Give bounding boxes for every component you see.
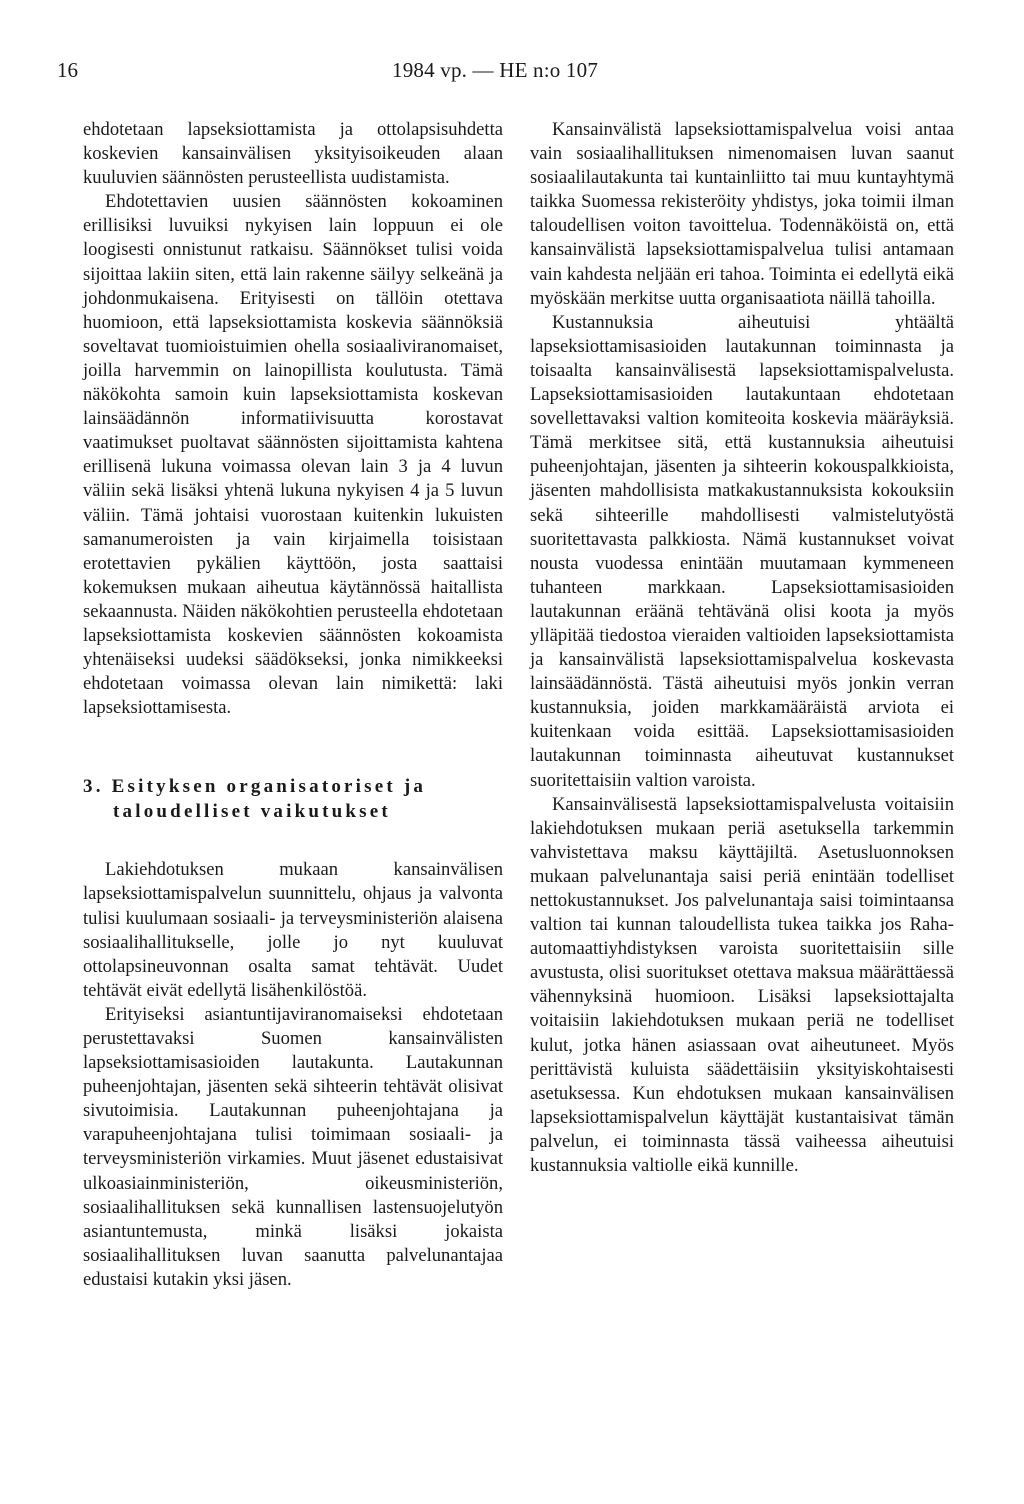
section-heading [83, 774, 503, 824]
paragraph-continuation: ehdotetaan lapseksiottamista ja ottolapsisuhdetta koskevien kansainvälisen yksityisoikeuden alaan kuuluvien säännösten perusteellista uudistamista. [83, 119, 503, 189]
paragraph: Ehdotettavien uusien säännösten kokoaminen erillisiksi luvuiksi nykyisen lain loppuun ei ole loogisesti onnistunut ratkaisu. Säännökset tulisi voida sijoittaa lakiin siten, että lain rakenne säilyy selkeänä ja johdonmukaisena. Erityisesti on tällöin otettava huomioon, että lapseksiottamista koskevia säännöksiä soveltavat tuomioistuimien ohella sosiaaliviranomaiset, joilla harvemmin on lainopillista koulutusta. Tämä näkökohta samoin kuin lapseksiottamista koskevan lainsäädännön informatiivisuutta korostavat vaatimukset puoltavat säännösten sijoittamista kahtena erillisenä lukuna voimassa olevan lain 3 ja 4 luvun väliin sekä lisäksi yhtenä lukuna nykyisen 4 ja 5 luvun väliin. Tämä johtaisi vuorostaan kuitenkin lukuisten samanumeroisten ja vain kirjaimella toisistaan erotettavien pykälien käyttöön, josta saattaisi kokemuksen mukaan aiheutua käytännössä haitallista sekaannusta. Näiden näkökohtien perusteella ehdotetaan lapseksiottamista koskevien säännösten kokoamista yhtenäiseksi uudeksi säädökseksi, jonka nimikkeeksi ehdotetaan voimassa olevan lain nimikettä: laki lapseksiottamisesta. [83, 191, 503, 719]
page-header [57, 58, 967, 88]
left-column [83, 118, 503, 1292]
paragraph: Kansainvälistä lapseksiottamispalvelua voisi antaa vain sosiaalihallituksen nimenomaisen luvan saanut sosiaalilautakunta tai kuntainliitto tai muu kuntayhtymä taikka Suomessa rekisteröity yhdistys, joka toimii ilman taloudellisen voiton tavoittelua. Todennäköistä on, että kansainvälistä lapseksiottamispalvelua tulisi antamaan vain kahdesta neljään eri tahoa. Toiminta ei edellytä eikä myöskään merkitse uutta organisaatiota näillä tahoilla. [530, 119, 954, 309]
section-title-line1: Esityksen organisatoriset ja [111, 776, 427, 798]
paragraph: Kansainvälisestä lapseksiottamispalvelusta voitaisiin lakiehdotuksen mukaan periä asetuksella tarkemmin vahvistettava maksu käyttäjiltä. Asetusluonnoksen mukaan palvelunantaja saisi periä enintään todelliset nettokustannukset. Jos palvelunantaja saisi toimintaansa valtion tai kunnan taloudellista tukea taikka jos Raha-automaattiyhdistyksen varoista suoritettaisiin sille avustusta, olisi suoritukset otettava maksua määrättäessä vähennyksinä huomioon. Lisäksi lapseksiottajalta voitaisiin lakiehdotuksen mukaan periä ne todelliset kulut, jotka hänen asiassaan ovat aiheutuneet. Myös perittävistä kuluista säädettäisiin yksityiskohtaisesti asetuksessa. Kun ehdotuksen mukaan kansainvälisen lapseksiottamispalvelun käyttäjät kustantaisivat tämän palvelun, ei toiminnasta tässä vaiheessa aiheutuisi kustannuksia valtiolle eikä kunnille. [530, 793, 954, 1177]
paragraph: Kustannuksia aiheutuisi yhtäältä lapseksiottamisasioiden lautakunnan toiminnasta ja toisaalta kansainvälisestä lapseksiottamispalvelusta. Lapseksiottamisasioiden lautakuntaan ehdotetaan sovellettavaksi valtion komiteoita koskevia määräyksiä. Tämä merkitsee sitä, että kustannuksia aiheutuisi puheenjohtajan, jäsenten ja sihteerin kokouspalkkioista, jäsenten mahdollisista matkakustannuksista kokouksiin sekä sihteerille mahdollisesti valmistelutyöstä suoritettavasta palkkiosta. Nämä kustannukset voivat nousta vuodessa enintään muutamaan kymmeneen tuhanteen markkaan. Lapseksiottamisasioiden lautakunnan eräänä tehtävänä olisi koota ja myös ylläpitää tiedostoa vieraiden valtioiden lapseksiottamista ja kansainvälistä lapseksiottamispalvelua koskevasta lainsäädännöstä. Tästä aiheutuisi myös jonkin verran kustannuksia, joiden markkamääräistä arviota ei kuitenkaan voida esittää. Lapseksiottamisasioiden lautakunnan toiminnasta aiheutuvat kustannukset suoritettaisiin valtion varoista. [530, 311, 954, 791]
running-title: 1984 vp. — HE n:o 107 [392, 58, 599, 82]
section-title-line2: taloudelliset vaikutukset [113, 801, 391, 823]
paragraph: Lakiehdotuksen mukaan kansainvälisen lapseksiottamispalvelun suunnittelu, ohjaus ja valvonta tulisi kuulumaan sosiaali- ja terveysministeriön alaisena sosiaalihallitukselle, jolle jo nyt kuuluvat ottolapsineuvonnan osalta samat tehtävät. Uudet tehtävät eivät edellytä lisähenkilöstöä. [83, 859, 503, 1001]
section-number: 3. [83, 776, 104, 798]
right-column [530, 118, 954, 1178]
page-number: 16 [57, 58, 78, 82]
paragraph: Erityiseksi asiantuntijaviranomaiseksi ehdotetaan perustettavaksi Suomen kansainvälisten lapseksiottamisasioiden lautakunta. Lautakunnan puheenjohtajan, jäsenten sekä sihteerin tehtävät olisivat sivutoimisia. Lautakunnan puheenjohtajana ja varapuheenjohtajana tulisi toimimaan sosiaali- ja terveysministeriön virkamies. Muut jäsenet edustaisivat ulkoasiainministeriön, oikeusministeriön, sosiaalihallituksen sekä kunnallisen lastensuojelutyön asiantuntemusta, minkä lisäksi jokaista sosiaalihallituksen luvan saanutta palvelunantajaa edustaisi kutakin yksi jäsen. [83, 1003, 503, 1290]
